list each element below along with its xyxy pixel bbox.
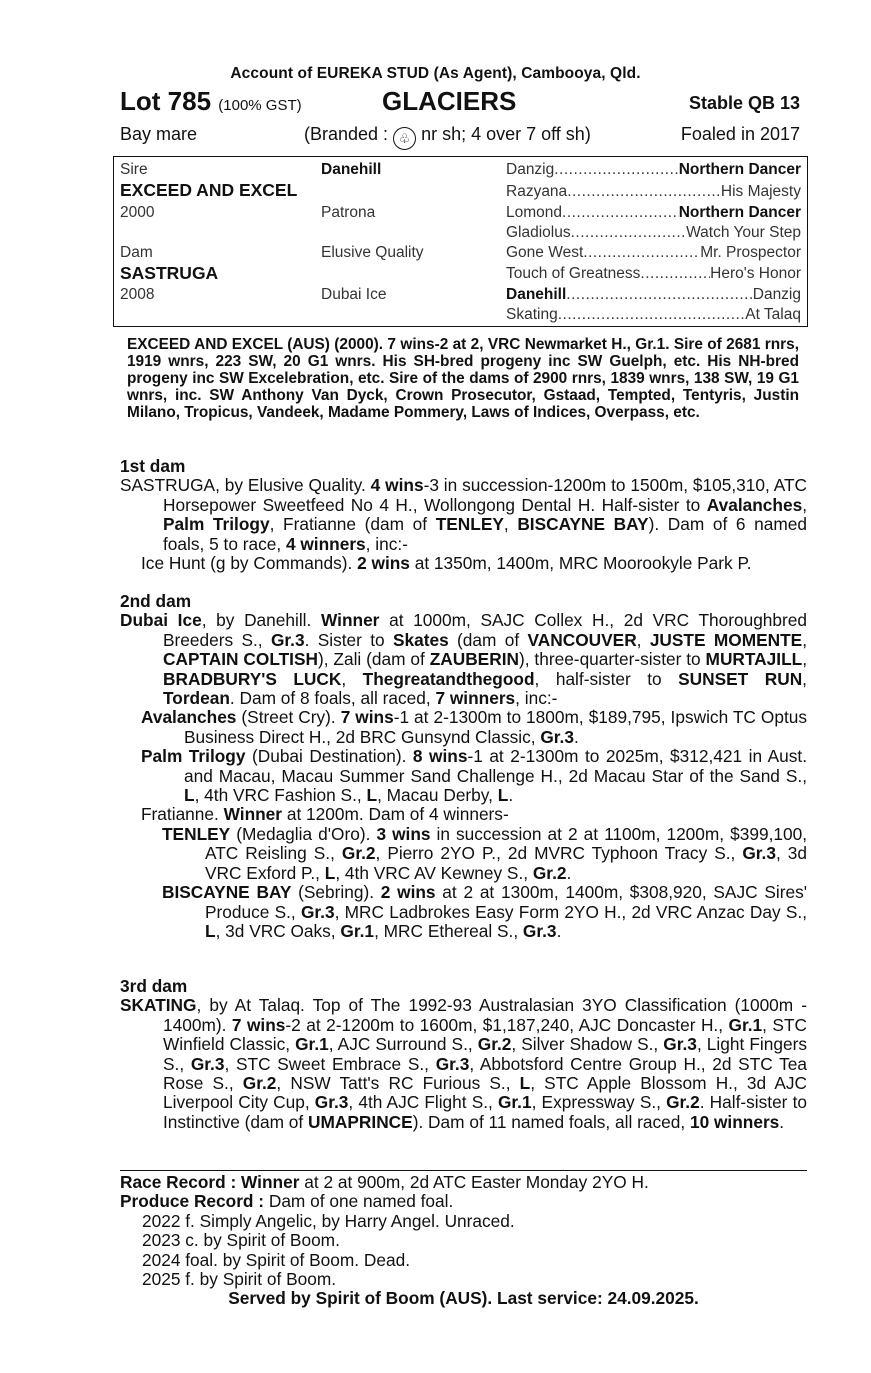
- colour-sex: Bay mare: [120, 124, 198, 144]
- foal-entry: Avalanches (Street Cry). 7 wins-1 at 2-1300m to 1800m, $189,795, Ipswich TC Optus Business Direct H., 2d BRC Gunsynd Classic, Gr.3.: [141, 707, 807, 747]
- horse-name: GLACIERS: [382, 86, 517, 116]
- sire-year: 2000: [120, 204, 155, 221]
- sire-dam: Patrona: [321, 204, 376, 221]
- pedigree-row: Touch of Greatness ..... Hero's Honor: [506, 265, 801, 283]
- pedigree-row: Danzig ..... Northern Dancer: [506, 161, 801, 179]
- sire-description: EXCEED AND EXCEL (AUS) (2000). 7 wins-2 at 2, VRC Newmarket H., Gr.1. Sire of 2681 rnrs, 1919 wnrs, 223 SW, 20 G1 wnrs. His SH-bred progeny inc SW Guelph, etc. His NH-bred progeny inc SW Excelebration, etc. Sire of the dams of 2900 rnrs, 1839 wnrs, 138 SW, 19 G1 wnrs, inc. SW Anthony Van Dyck, Crown Prosecutor, Gstaad, Tempted, Tentyris, Justin Milano, Tropicus, Vandeek, Madame Pommery, Laws of Indices, Overpass, etc.: [127, 336, 799, 421]
- race-record: Race Record : Winner at 2 at 900m, 2d ATC Easter Monday 2YO H.: [120, 1172, 649, 1192]
- dam-year: 2008: [120, 286, 155, 303]
- foal-entry: TENLEY (Medaglia d'Oro). 3 wins in succession at 2 at 1100m, 1200m, $399,100, ATC Reisling S., Gr.2, Pierro 2YO P., 2d MVRC Typhoon Tracy S., Gr.3, 3d VRC Exford P., L, 4th VRC AV Kewney S., Gr.2.: [162, 823, 808, 883]
- produce-item: 2023 c. by Spirit of Boom.: [142, 1230, 340, 1251]
- sire-label: Sire: [120, 161, 148, 178]
- brand-description: (Branded : ♧ nr sh; 4 over 7 off sh): [304, 124, 591, 150]
- section-title: 1st dam: [120, 456, 186, 476]
- dam-paragraph: Dubai Ice, by Danehill. Winner at 1000m, SAJC Collex H., 2d VRC Thoroughbred Breeders S., Gr.3. Sister to Skates (dam of VANCOUVER, JUSTE MOMENTE, CAPTAIN COLTISH), Zali (dam of ZAUBERIN), three-quarter-sister to MURTAJILL, BRADBURY'S LUCK, Thegreatandthegood, half-sister to SUNSET RUN, Tordean. Dam of 8 foals, all raced, 7 winners, inc:-: [120, 610, 808, 709]
- section-title: 2nd dam: [120, 591, 192, 611]
- section-title: 3rd dam: [120, 976, 188, 996]
- pedigree-row: Skating ..... At Talaq: [506, 306, 801, 324]
- pedigree-row: Danehill ..... Danzig: [506, 286, 801, 304]
- dam-paragraph: SKATING, by At Talaq. Top of The 1992-93 Australasian 3YO Classification (1000m - 1400m). 7 wins-2 at 2-1200m to 1600m, $1,187,240, AJC Doncaster H., Gr.1, STC Winfield Classic, Gr.1, AJC Surround S., Gr.2, Silver Shadow S., Gr.3, Light Fingers S., Gr.3, STC Sweet Embrace S., Gr.3, Abbotsford Centre Group H., 2d STC Tea Rose S., Gr.2, NSW Tatt's RC Furious S., L, STC Apple Blossom H., 3d AJC Liverpool City Cup, Gr.3, 4th AJC Flight S., Gr.1, Expressway S., Gr.2. Half-sister to Instinctive (dam of UMAPRINCE). Dam of 11 named foals, all raced, 10 winners.: [120, 995, 807, 1132]
- foal-entry: Palm Trilogy (Dubai Destination). 8 wins-1 at 2-1300m to 2025m, $312,421 in Aust. and Macau, Macau Summer Sand Challenge H., 2d Macau Star of the Sand S., L, 4th VRC Fashion S., L, Macau Derby, L.: [141, 746, 807, 806]
- lot-label: Lot 785: [120, 86, 212, 116]
- sire-sire: Danehill: [321, 161, 382, 178]
- foal-entry: Ice Hunt (g by Commands). 2 wins at 1350m, 1400m, MRC Moorookyle Park P.: [141, 553, 752, 574]
- foal-entry: Fratianne. Winner at 1200m. Dam of 4 winners-: [141, 804, 509, 825]
- dam-paragraph: SASTRUGA, by Elusive Quality. 4 wins-3 in succession-1200m to 1500m, $105,310, ATC Horsepower Sweetfeed No 4 H., Wollongong Dental H. Half-sister to Avalanches, Palm Trilogy, Fratianne (dam of TENLEY, BISCAYNE BAY). Dam of 6 named foals, 5 to race, 4 winners, inc:-: [120, 475, 807, 554]
- third-dam-section: [120, 977, 807, 1132]
- account-header: Account of EUREKA STUD (As Agent), Cambooya, Qld.: [230, 65, 641, 82]
- dam-name: SASTRUGA: [120, 263, 219, 283]
- pedigree-row: Lomond ..... Northern Dancer: [506, 204, 801, 222]
- produce-item: 2024 foal. by Spirit of Boom. Dead.: [142, 1249, 411, 1270]
- pedigree-row: Gone West ..... Mr. Prospector: [506, 244, 801, 262]
- lot-number: [120, 86, 302, 117]
- dam-dam: Dubai Ice: [321, 286, 387, 303]
- pedigree-row: Gladiolus ..... Watch Your Step: [506, 224, 801, 242]
- divider: [120, 1170, 807, 1171]
- produce-item: 2025 f. by Spirit of Boom.: [142, 1269, 337, 1290]
- served-note: Served by Spirit of Boom (AUS). Last service: 24.09.2025.: [228, 1288, 699, 1309]
- gst-note: (100% GST): [218, 97, 302, 114]
- dam-label: Dam: [120, 244, 153, 261]
- pedigree-row: Razyana ..... His Majesty: [506, 183, 801, 201]
- sire-name: EXCEED AND EXCEL: [120, 180, 298, 200]
- records-section: [120, 1173, 807, 1309]
- pedigree-table: [113, 156, 808, 327]
- foal-entry: BISCAYNE BAY (Sebring). 2 wins at 2 at 1300m, 1400m, $308,920, SAJC Sires' Produce S., Gr.3, MRC Ladbrokes Easy Form 2YO H., 2d VRC Anzac Day S., L, 3d VRC Oaks, Gr.1, MRC Ethereal S., Gr.3.: [162, 882, 808, 941]
- second-dam-section: [120, 592, 807, 941]
- first-dam-section: [120, 457, 807, 573]
- stable-location: Stable QB 13: [688, 93, 800, 113]
- produce-item: 2022 f. Simply Angelic, by Harry Angel. Unraced.: [142, 1210, 515, 1231]
- brand-mark-icon: ♧: [393, 127, 416, 150]
- dam-sire: Elusive Quality: [321, 244, 424, 261]
- produce-record: Produce Record : Dam of one named foal.: [120, 1191, 454, 1212]
- foaled-year: Foaled in 2017: [680, 124, 800, 144]
